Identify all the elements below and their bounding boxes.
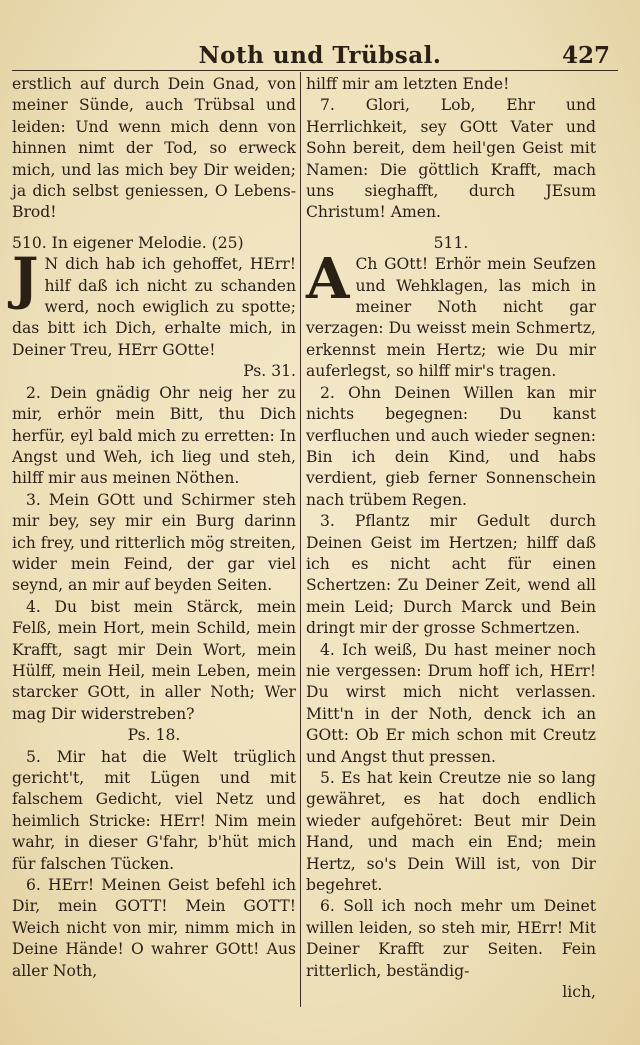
hymn-511-verse-5: 5. Es hat kein Creutze nie so lang gewähret, es hat doch endlich wieder aufgehöret: Beut mir Dein Hand, und mach ein End; mein Hertz, so's Dein Will ist, von Dir begehret. [306,769,596,895]
hymn-510-verse-1 [12,246,296,361]
hymn-511-verse-3: 3. Pflantz mir Gedult durch Deinen Geist im Hertzen; hilff daß ich es nicht acht für einen Schertzen: Zu Deiner Zeit, wend all mein Leid; Durch Marck und Bein dringt mir der grosse Schmertzen. [306,512,596,638]
page-header [0,38,640,78]
hymn-510-verse-4: 4. Du bist mein Stärck, mein Felß, mein Hort, mein Schild, mein Krafft, sagt mir Dein Wort, mein Hülff, mein Heil, mein Leben, mein starcker GOtt, in aller Noth; Wer mag Dir widerstreben? [12,597,296,723]
hymn-510-verse-5: 5. Mir hat die Welt trüglich gericht't, mit Lügen und mit falschem Gedicht, viel Netz und heimlich Stricke: HErr! Nim mein wahr, in dieser G'fahr, b'hüt mich für falschen Tücken. [12,747,296,873]
hymn-510-verse-7: 7. Glori, Lob, Ehr und Herrlichkeit, sey GOtt Vater und Sohn bereit, dem heil'gen Geist mit Namen: Die göttlich Krafft, mach uns sieghafft, durch JEsum Christum! Amen. [306,96,596,222]
column-divider [300,72,301,1007]
header-rule [12,70,618,71]
continued-line: hilff mir am letzten Ende! [306,75,510,93]
drop-cap: A [306,246,350,313]
hymn-511-verse-6: 6. Soll ich noch mehr um Deinet willen leiden, so steh mir, HErr! Mit Deiner Krafft zur Seiten. Fein ritterlich, beständig- [306,897,596,980]
hymn-511-verse-1 [306,246,596,382]
hymn-510-verse-1-text: N dich hab ich gehoffet, HErr! hilf daß ich nicht zu schanden werd, noch ewiglich zu spotte; das bitt ich Dich, erhalte mich, in Deiner Treu, HErr GOtte! [12,255,296,359]
hymn-510-verse-6: 6. HErr! Meinen Geist befehl ich Dir, mein GOTT! Mein GOTT! Weich nicht von mir, nimm mich in Deine Hände! O wahrer GOtt! Aus aller Noth, [12,876,296,980]
hymn-510-verse-3: 3. Mein GOtt und Schirmer steh mir bey, sey mir ein Burg darinn ich frey, und ritterlich mög streiten, wider mein Feind, der gar viel seynd, an mir auf beyden Seiten. [12,490,296,595]
hymn-510-heading: 510. In eigener Melodie. (25) [12,233,244,252]
hymn-510-verse-2: 2. Dein gnädig Ohr neig her zu mir, erhör mein Bitt, thu Dich herfür, eyl bald mich zu erretten: In Angst und Weh, ich lieg und steh, hilff mir aus meinen Nöthen. [12,383,296,488]
continued-verse: erstlich auf durch Dein Gnad, von meiner Sünde, auch Trübsal und leiden: Und wenn mich denn von hinnen nimt der Tod, so erweck mich, und las mich bey Dir weiden; ja dich selbst geniessen, O Lebens-Brod! [12,75,296,222]
catchword: lich, [562,983,596,1002]
hymn-511-number: 511. [433,233,469,252]
right-column [306,74,596,1003]
drop-cap: J [12,246,39,313]
hymn-511-verse-1-text: Ch GOtt! Erhör mein Seufzen und Wehklagen, las mich in meiner Noth nicht gar verzagen: Du weisst mein Schmertz, erkennst mein Hertz; wie Du mir auferlegst, so hilff mir's tragen. [306,255,596,381]
running-title: Noth und Trübsal. [198,42,442,69]
psalm-reference: Ps. 31. [243,362,296,381]
page-number: 427 [561,42,610,69]
psalm-reference: Ps. 18. [127,726,181,745]
left-column [12,74,296,982]
hymn-511-verse-2: 2. Ohn Deinen Willen kan mir nichts begegnen: Du kanst verfluchen und auch wieder segnen: Bin ich dein Kind, und habs verdient, gieb ferner Sonnenschein nach trübem Regen. [306,383,596,509]
hymn-511-verse-4: 4. Ich weiß, Du hast meiner noch nie vergessen: Drum hoff ich, HErr! Du wirst mich nicht verlassen. Mitt'n in der Noth, denck ich an GOtt: Ob Er mich schon mit Creutz und Angst thut pressen. [306,640,596,766]
